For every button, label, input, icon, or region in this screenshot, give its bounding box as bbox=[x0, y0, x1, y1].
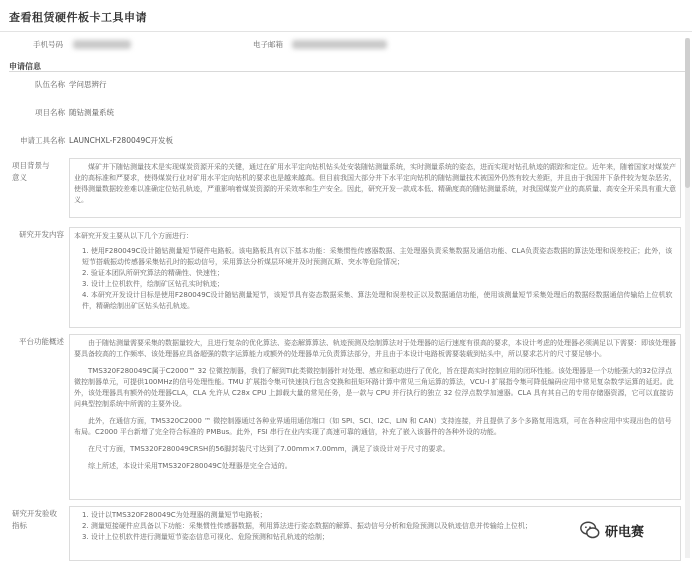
phone-label: 手机号码 bbox=[33, 40, 63, 49]
page-title: 查看租赁硬件板卡工具申请 bbox=[9, 11, 147, 24]
section-divider bbox=[9, 71, 685, 72]
title-bar bbox=[0, 0, 692, 32]
team-label: 队伍名称 bbox=[35, 80, 65, 89]
team-value: 学问思辨行 bbox=[69, 80, 107, 89]
research-item: 3. 设计上位机软件，绘制矿区钻孔实时轨迹； bbox=[82, 280, 224, 288]
platform-paragraph: 在尺寸方面，TMS320F280049CRSH的56脚封装尺寸达到了7.00mm×7.00mm，满足了该设计对于尺寸的要求。 bbox=[88, 445, 450, 453]
background-paragraph: 煤矿井下随钻测量技术是实现煤炭资源开采的关键，通过在矿用水平定向钻机钻头处安装随钻测量系统，实时测量系统的姿态，进而实现对钻孔轨迹的跟踪和定位。近年来，随着国家对煤炭产业的高标准和严要求，使得煤炭行业对矿用水平定向钻机的要求也是越来越高。但目前我国大部分井下水平定向钻机的随钻测量技术被国外仍然有较大差距，并且由于我国井下条件较为复杂恶劣，使得测量数据较差难以准确定位钻孔轨迹，严重影响着煤炭资源的开采效率和生产安全。因此，研究开发一款成本低、精确度高的随钻测量系统，对我国煤炭产业的高质量、高安全开采具有重大意义。 bbox=[74, 163, 676, 204]
phone-value-redacted bbox=[73, 40, 131, 49]
research-label: 研究开发内容 bbox=[19, 230, 64, 239]
platform-paragraph: 此外，在通信方面，TMS320C2000 ™ 微控制器通过各种业界通用通信端口（如 SPI、SCI、I2C、LIN 和 CAN）支持连接，并且提供了多个多路复用选项，可在各种应用中实现出色的信号布局。C2000 平台新增了完全符合标准的 PMBus。此外，FSI 串行在业内实现了高速可靠的通信，补充了嵌入该器件的各种外设的功能。 bbox=[74, 417, 672, 436]
acceptance-label: 研究开发验收指标 bbox=[12, 509, 57, 530]
platform-paragraph: 综上所述，本设计采用TMS320F280049C处理器是完全合适的。 bbox=[88, 462, 292, 470]
research-item: 1. 使用F280049C设计随钻测量短节硬件电路板。该电路板具有以下基本功能：采集惯性传感器数据、主处理器负责采集数据及通信功能、CLA负责姿态数据的算法处理和误差校正；此外，该短节搭载振动传感器采集钻孔时的振动信号，采用算法分析煤层环境并及时预测瓦斯、突水等危险情况； bbox=[82, 247, 673, 266]
platform-paragraph: 由于随钻测量需要采集的数据量较大，且进行复杂的优化算法、姿态解算算法、轨迹预测及绘制算法对于处理器的运行速度有很高的要求，本设计考虑的处理器必须满足以下需要：即该处理器要具备较高的工作频率、该处理器应具备超强的数字运算能力或额外的处理器单元负责算法部分，并且由于本设计电路板需要装载到钻头中，所以要求芯片的尺寸要足够小。 bbox=[74, 339, 676, 358]
acceptance-item: 1. 设计以TMS320F280049C为处理器的测量短节电路板； bbox=[82, 511, 267, 519]
project-value: 随钻测量系统 bbox=[69, 108, 114, 117]
acceptance-item: 3. 设计上位机软件进行测量短节姿态信息可视化、危险预测和钻孔轨迹的绘制； bbox=[82, 533, 329, 541]
platform-textarea[interactable] bbox=[69, 334, 681, 500]
project-label: 项目名称 bbox=[35, 108, 65, 117]
watermark-text: 研电赛 bbox=[605, 524, 645, 540]
section-heading: 申请信息 bbox=[9, 62, 41, 71]
tool-label: 申请工具名称 bbox=[20, 136, 65, 145]
platform-paragraph: TMS320F280049C属于C2000™ 32 位微控制器，我们了解到TI此类微控制器针对处理、感应和驱动进行了优化，旨在提高实时控制应用的闭环性能。该处理器是一个功能强大的32位浮点微控制器单元，可提供100MHz的信号处理性能。TMU 扩展指令集可快速执行包含变换和扭矩环路计算中常见三角运算的算法，VCU-I 扩展指令集可降低编码应用中常见复杂数学运算的延迟。此外，该处理器具有额外的处理器CLA，CLA 允许从 C28x CPU 上卸载大量的常见任务，是一款与 CPU 并行执行的独立 32 位浮点数学加速器。CLA 具有其自己的专用存储器资源，它可以直接访问典型控制系统中所需的主要外设。 bbox=[74, 367, 674, 408]
background-label: 项目背景与意义 bbox=[12, 161, 50, 182]
tool-value: LAUNCHXL-F280049C开发板 bbox=[69, 136, 174, 145]
background-textarea[interactable] bbox=[69, 158, 681, 218]
email-label: 电子邮箱 bbox=[253, 40, 283, 49]
research-intro: 本研究开发主要从以下几个方面进行： bbox=[74, 232, 193, 240]
research-textarea[interactable] bbox=[69, 227, 681, 328]
research-item: 4. 本研究开发设计目标是使用F280049C设计随钻测量短节，该短节具有姿态数据采集、算法处理和误差校正以及数据通信功能，使用该测量短节采集处理后的数据经数据通信传输给上位机软件，精确绘制出矿区钻头钻孔轨迹。 bbox=[82, 291, 673, 310]
research-item: 2. 验证本团队所研究算法的精确性、快速性； bbox=[82, 269, 224, 277]
email-value-redacted bbox=[292, 40, 387, 49]
acceptance-item: 2. 测量短接硬件应具备以下功能：采集惯性传感器数据，利用算法进行姿态数据的解算、振动信号分析和危险预测以及轨迹信息并传输给上位机； bbox=[82, 522, 532, 530]
vertical-scrollbar[interactable] bbox=[685, 38, 690, 558]
scrollbar-thumb[interactable] bbox=[685, 38, 690, 188]
platform-label: 平台功能概述 bbox=[19, 337, 64, 346]
watermark bbox=[579, 519, 644, 541]
wechat-icon bbox=[579, 519, 601, 541]
